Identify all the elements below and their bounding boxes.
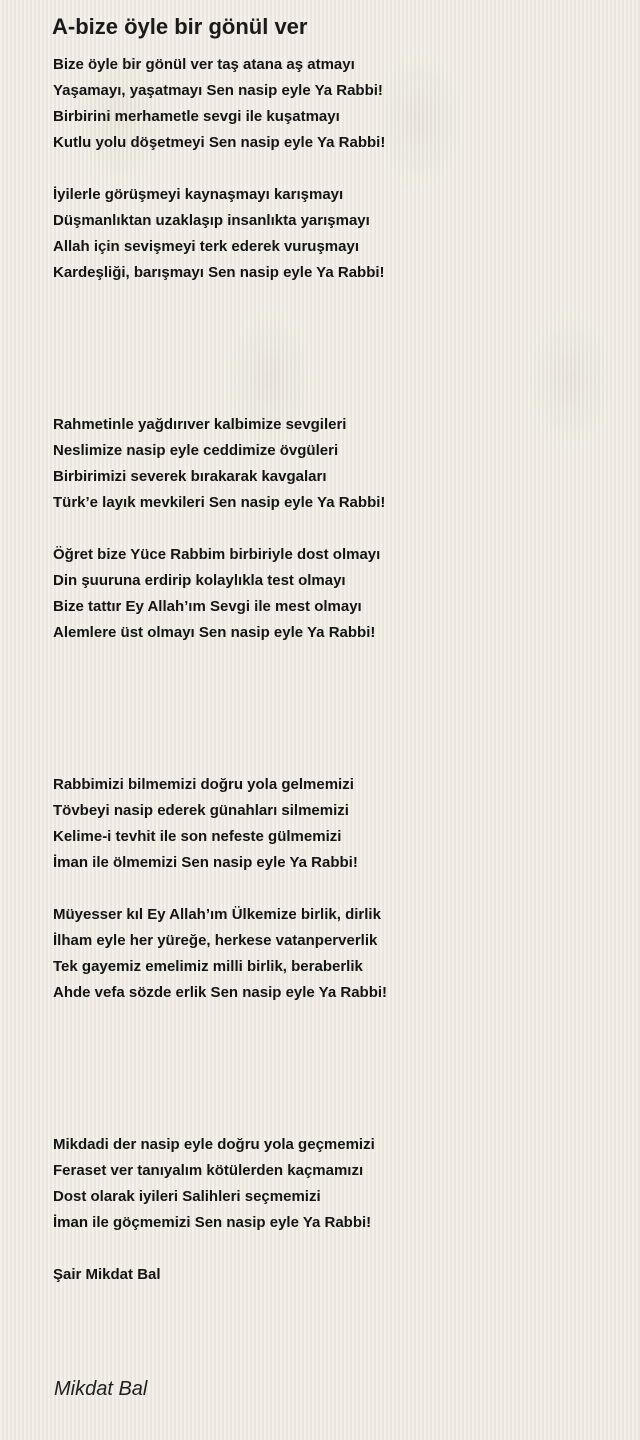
poem-line: Öğret bize Yüce Rabbim birbiriyle dost olmayı xyxy=(53,546,381,563)
poem-stanza xyxy=(53,412,613,516)
section-spacer xyxy=(53,646,613,772)
poem-stanza xyxy=(53,1132,613,1236)
poem-body xyxy=(53,52,613,1288)
author-name: Mikdat Bal xyxy=(54,1378,148,1400)
poem-stanza xyxy=(53,52,613,156)
poem-line: Bize tattır Ey Allah’ım Sevgi ile mest olmayı xyxy=(53,598,362,615)
poem-line: Birbirini merhametle sevgi ile kuşatmayı xyxy=(53,108,340,125)
poem-line: Yaşamayı, yaşatmayı Sen nasip eyle Ya Rabbi! xyxy=(53,82,383,99)
poem-line: Bize öyle bir gönül ver taş atana aş atmayı xyxy=(53,56,355,73)
poem-line: Düşmanlıktan uzaklaşıp insanlıkta yarışmayı xyxy=(53,212,370,229)
poem-line: Şair Mikdat Bal xyxy=(53,1266,161,1283)
poem-line: Feraset ver tanıyalım kötülerden kaçmamızı xyxy=(53,1162,364,1179)
stanza-spacer xyxy=(53,1236,613,1262)
poem-line: İman ile göçmemizi Sen nasip eyle Ya Rabbi! xyxy=(53,1214,372,1231)
poem-line: Rabbimizi bilmemizi doğru yola gelmemizi xyxy=(53,776,354,793)
poem-stanza xyxy=(53,772,613,876)
poem-line: Kutlu yolu döşetmeyi Sen nasip eyle Ya Rabbi! xyxy=(53,134,386,151)
stanza-spacer xyxy=(53,516,613,542)
poem-line: İman ile ölmemizi Sen nasip eyle Ya Rabbi! xyxy=(53,854,358,871)
poem-line: Müyesser kıl Ey Allah’ım Ülkemize birlik, dirlik xyxy=(53,906,381,923)
poem-line: Mikdadi der nasip eyle doğru yola geçmemizi xyxy=(53,1136,375,1153)
poem-stanza xyxy=(53,902,613,1006)
poem-line: Tövbeyi nasip ederek günahları silmemizi xyxy=(53,802,349,819)
poem-stanza xyxy=(53,542,613,646)
poem-line: Dost olarak iyileri Salihleri seçmemizi xyxy=(53,1188,321,1205)
poem-line: Türk’e layık mevkileri Sen nasip eyle Ya Rabbi! xyxy=(53,494,386,511)
poem-line: Birbirimizi severek bırakarak kavgaları xyxy=(53,468,327,485)
poem-line: Allah için sevişmeyi terk ederek vuruşmayı xyxy=(53,238,359,255)
poem-line: Kardeşliği, barışmayı Sen nasip eyle Ya Rabbi! xyxy=(53,264,385,281)
poem-line: Tek gayemiz emelimiz milli birlik, beraberlik xyxy=(53,958,363,975)
poem-line: İyilerle görüşmeyi kaynaşmayı karışmayı xyxy=(53,186,344,203)
poem-line: Alemlere üst olmayı Sen nasip eyle Ya Rabbi! xyxy=(53,624,376,641)
poem-line: Rahmetinle yağdırıver kalbimize sevgileri xyxy=(53,416,347,433)
poem-line: Din şuuruna erdirip kolaylıkla test olmayı xyxy=(53,572,346,589)
poem-title: A-bize öyle bir gönül ver xyxy=(52,14,308,39)
stanza-spacer xyxy=(53,876,613,902)
section-spacer xyxy=(53,286,613,412)
stanza-spacer xyxy=(53,156,613,182)
poem-line: Neslimize nasip eyle ceddimize övgüleri xyxy=(53,442,339,459)
poem-line: Kelime-i tevhit ile son nefeste gülmemizi xyxy=(53,828,342,845)
poem-stanza xyxy=(53,182,613,286)
poem-line: Ahde vefa sözde erlik Sen nasip eyle Ya Rabbi! xyxy=(53,984,388,1001)
poem-signature xyxy=(53,1262,613,1288)
section-spacer xyxy=(53,1006,613,1132)
poem-line: İlham eyle her yüreğe, herkese vatanperverlik xyxy=(53,932,378,949)
